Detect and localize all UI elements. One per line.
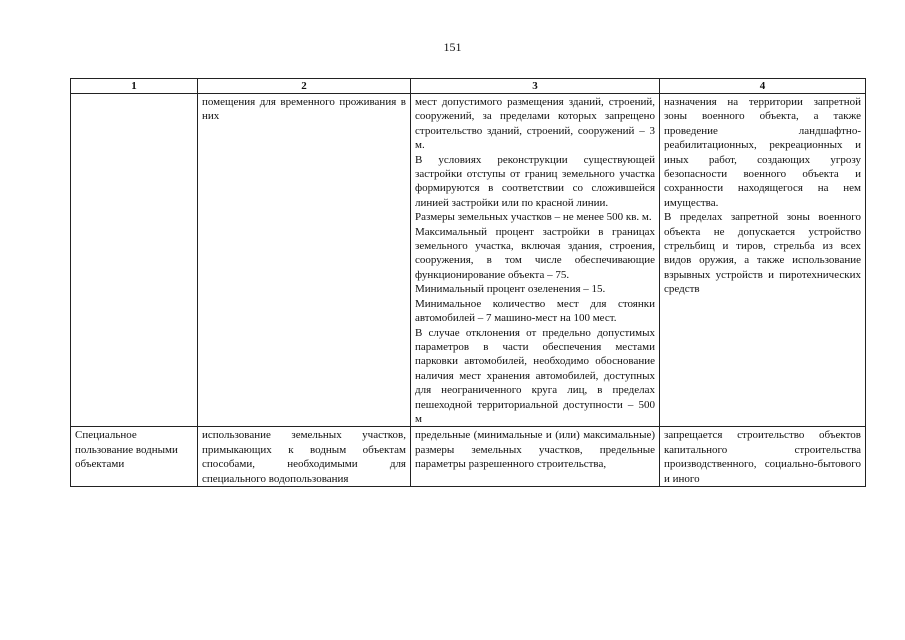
cell-restrictions [660,94,866,427]
cell-use-name [71,427,198,487]
cell-paragraph: мест допустимого размещения зданий, строений, сооружений, за пределами которых запрещено строительство зданий, строений, сооружений – 3 м. [415,96,655,152]
cell-paragraph: назначения на территории запретной зоны военного объекта, а также проведение ландшафтно-реабилитационных, рекреационных и иных работ, создающих угрозу безопасности военного объекта и сохранности находящегося на нем имущества. [664,96,861,209]
column-header-1: 1 [71,79,198,94]
cell-use-description [198,94,411,427]
cell-paragraph: Размеры земельных участков – не менее 500 кв. м. [415,211,652,224]
regulations-table [70,78,866,487]
cell-paragraph: В случае отклонения от предельно допустимых параметров в части обеспечения местами парковки автомобилей, необходимо обоснование наличия мест хранения автомобилей, доступных для неограниченного круга лиц, в пределах пешеходной территориальной доступности – 500 м [415,326,655,425]
cell-restrictions [660,427,866,487]
cell-use-description [198,427,411,487]
cell-paragraph: предельные (минимальные и (или) максимальные) размеры земельных участков, предельные параметры разрешенного строительства, [415,429,655,471]
column-header-3: 3 [411,79,660,94]
cell-paragraph: использование земельных участков, примыкающих к водным объектам способами, необходимыми для специального водопользования [202,429,406,485]
cell-paragraph: помещения для временного проживания в них [202,96,406,123]
cell-paragraph: В пределах запретной зоны военного объекта не допускается устройство стрельбищ и тиров, стрельба из всех видов оружия, а также использование взрывных устройств и пиротехнических средств [664,211,861,296]
table-row [71,427,866,487]
cell-paragraph: запрещается строительство объектов капитального строительства производственного, социально-бытового и иного [664,429,861,485]
cell-paragraph: Минимальное количество мест для стоянки автомобилей – 7 машино-мест на 100 мест. [415,297,655,325]
page-number: 151 [443,40,462,54]
cell-parameters [411,94,660,427]
cell-parameters [411,427,660,487]
cell-use-name [71,94,198,427]
column-header-2: 2 [198,79,411,94]
table-row [71,94,866,427]
column-header-4: 4 [660,79,866,94]
table-header-row [71,79,866,94]
cell-paragraph: Специальное пользование водными объектами [75,429,178,471]
cell-paragraph: Максимальный процент застройки в границах земельного участка, включая здания, строения, сооружения, в том числе обеспечивающие функционирование объекта – 75. [415,225,655,281]
cell-paragraph: В условиях реконструкции существующей застройки отступы от границ земельного участка формируются в соответствии со сложившейся линией застройки или по красной линии. [415,153,655,209]
cell-paragraph: Минимальный процент озеленения – 15. [415,283,606,296]
